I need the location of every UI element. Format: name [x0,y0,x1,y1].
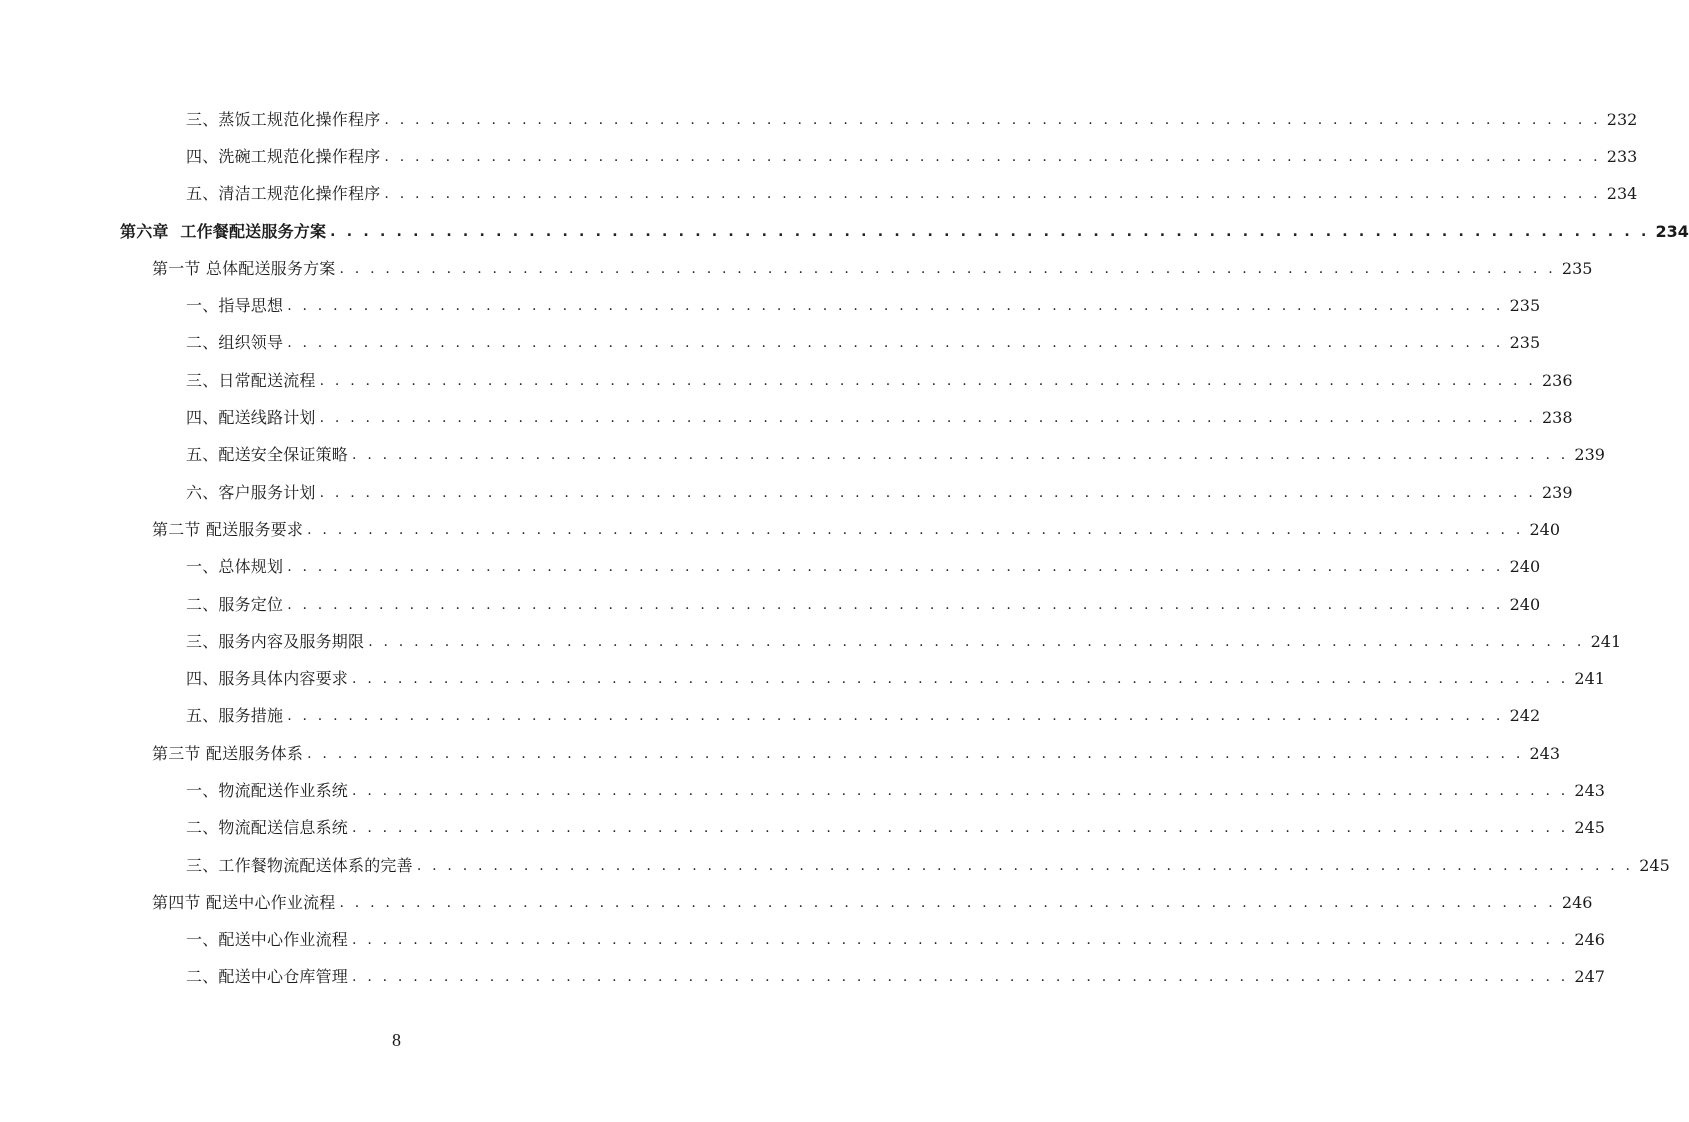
toc-entry-page: 239 [1542,482,1573,502]
toc-entry-page: 241 [1574,669,1605,689]
dot-leader: . . . . . . . . . . . . . . . . . . . . . . . . . . . . . . . . . . . . . . . . . . . . . . . . . . . . . . . . . . . . . . . . . . . . . . . . . . . . . . . . [352,782,1569,799]
toc-entry-item[interactable] [0,437,1605,474]
toc-entry-page: 241 [1590,631,1622,651]
dot-leader: . . . . . . . . . . . . . . . . . . . . . . . . . . . . . . . . . . . . . . . . . . . . . . . . . . . . . . . . . . . . . . . . . . . . . . . . . . . . . . . . [319,484,1536,501]
toc-entry-title: 二、配送中心仓库管理 [186,967,349,987]
toc-entry-page: 246 [1561,892,1593,912]
toc-entry-page: 245 [1639,855,1670,875]
toc-entry-title: 三、服务内容及服务期限 [186,631,365,651]
toc-entry-title: 四、洗碗工规范化操作程序 [186,146,381,166]
dot-leader: . . . . . . . . . . . . . . . . . . . . . . . . . . . . . . . . . . . . . . . . . . . . . . . . . . . . . . . . . . . . . . . . . . . . . . . . . . . . . . . . [307,745,1524,762]
toc-entry-title: 第二节 配送服务要求 [152,519,304,539]
dot-leader: . . . . . . . . . . . . . . . . . . . . . . . . . . . . . . . . . . . . . . . . . . . . . . . . . . . . . . . . . . . . . . . . . . . . . . . . . . . . . . . . [352,671,1569,688]
toc-entry-title: 第三节 配送服务体系 [152,743,304,763]
toc-entry-item[interactable] [0,325,1541,362]
toc-entry-item[interactable] [0,362,1573,399]
toc-entry-page: 246 [1574,930,1605,950]
toc-entry-page: 235 [1561,258,1593,278]
dot-leader: . . . . . . . . . . . . . . . . . . . . . . . . . . . . . . . . . . . . . . . . . . . . . . . . . . . . . . . . . . . . . . . . . . . . . . . . . . . . . . . . [352,820,1569,837]
dot-leader: . . . . . . . . . . . . . . . . . . . . . . . . . . . . . . . . . . . . . . . . . . . . . . . . . . . . . . . . . . . . . . . . . . . . . . . . . . . . . . . . [384,186,1601,203]
toc-entry-title: 三、工作餐物流配送体系的完善 [186,855,413,875]
toc-entry-page: 238 [1542,408,1573,428]
dot-leader: . . . . . . . . . . . . . . . . . . . . . . . . . . . . . . . . . . . . . . . . . . . . . . . . . . . . . . . . . . . . . . . . . . . . . . . . . . . . . . . . [287,298,1504,315]
page-number: 8 [392,1030,401,1050]
dot-leader: . . . . . . . . . . . . . . . . . . . . . . . . . . . . . . . . . . . . . . . . . . . . . . . . . . . . . . . . . . . . . . . . . . . . . . . . . . . . . . . . [339,260,1556,277]
toc-entry-page: 233 [1606,146,1638,166]
toc-entry-title: 第四节 配送中心作业流程 [152,892,336,912]
dot-leader: . . . . . . . . . . . . . . . . . . . . . . . . . . . . . . . . . . . . . . . . . . . . . . . . . . . . . . . . . . . . . . . . . . . . . . . . . . . . . . . . [287,335,1504,352]
toc-entry-page: 232 [1606,109,1638,129]
toc-entry-title: 一、总体规划 [186,557,284,577]
toc-entry-title: 四、服务具体内容要求 [186,669,349,689]
toc-entry-item[interactable] [0,810,1605,847]
dot-leader: . . . . . . . . . . . . . . . . . . . . . . . . . . . . . . . . . . . . . . . . . . . . . . . . . . . . . . . . . . . . . . . . . . . . . . . . . . . . . . . . [384,148,1601,165]
toc-entry-page: 239 [1574,445,1605,465]
table-of-contents [0,101,1689,996]
toc-entry-page: 243 [1529,743,1561,763]
toc-entry-title: 三、日常配送流程 [186,370,316,390]
toc-entry-title: 二、物流配送信息系统 [186,818,349,838]
dot-leader: . . . . . . . . . . . . . . . . . . . . . . . . . . . . . . . . . . . . . . . . . . . . . . . . . . . . . . . . . . . . . . . . . . . . . . . . . . . . . . . . [352,447,1569,464]
toc-entry-item[interactable] [0,922,1605,959]
dot-leader: . . . . . . . . . . . . . . . . . . . . . . . . . . . . . . . . . . . . . . . . . . . . . . . . . . . . . . . . . . . . . . . . . . . . . . . . . . . . . . . . [416,857,1634,874]
toc-entry-title: 一、指导思想 [186,296,284,316]
toc-entry-title: 第六章 工作餐配送服务方案 [120,221,327,241]
toc-entry-title: 二、组织领导 [186,333,284,353]
toc-entry-title: 三、蒸饭工规范化操作程序 [186,109,381,129]
toc-entry-page: 236 [1542,370,1573,390]
toc-entry-item[interactable] [0,586,1541,623]
toc-entry-section[interactable] [0,735,1561,772]
toc-entry-item[interactable] [0,101,1638,138]
dot-leader: . . . . . . . . . . . . . . . . . . . . . . . . . . . . . . . . . . . . . . . . . . . . . . . . . . . . . . . . . . . . . . . . . . . . . . . . . . . . . . . . [319,410,1536,427]
toc-entry-page: 240 [1529,519,1561,539]
dot-leader: . . . . . . . . . . . . . . . . . . . . . . . . . . . . . . . . . . . . . . . . . . . . . . . . . . . . . . . . . . . . . . . . . . . . . . . . . . . . . . . . [319,372,1536,389]
toc-entry-page: 242 [1509,706,1541,726]
toc-entry-title: 五、配送安全保证策略 [186,445,349,465]
toc-entry-page: 235 [1509,333,1541,353]
toc-entry-item[interactable] [0,698,1541,735]
toc-entry-page: 234 [1655,221,1689,241]
toc-entry-item[interactable] [0,399,1573,436]
toc-entry-item[interactable] [0,660,1605,697]
dot-leader: . . . . . . . . . . . . . . . . . . . . . . . . . . . . . . . . . . . . . . . . . . . . . . . . . . . . . . . . . . . . . . . . . . . . . . . . . . . . . . . . [384,111,1601,128]
toc-entry-title: 五、清洁工规范化操作程序 [186,184,381,204]
toc-entry-title: 二、服务定位 [186,594,284,614]
toc-entry-item[interactable] [0,623,1622,660]
toc-entry-item[interactable] [0,474,1573,511]
dot-leader: . . . . . . . . . . . . . . . . . . . . . . . . . . . . . . . . . . . . . . . . . . . . . . . . . . . . . . . . . . . . . . . . . . . . . . . . . . . . . . . . [352,932,1569,949]
toc-entry-item[interactable] [0,549,1541,586]
toc-entry-page: 234 [1606,184,1638,204]
toc-entry-title: 六、客户服务计划 [186,482,316,502]
toc-entry-title: 一、配送中心作业流程 [186,930,349,950]
toc-entry-page: 235 [1509,296,1541,316]
toc-entry-page: 245 [1574,818,1605,838]
toc-entry-item[interactable] [0,287,1541,324]
toc-entry-page: 240 [1509,594,1541,614]
toc-entry-section[interactable] [0,884,1593,921]
dot-leader: . . . . . . . . . . . . . . . . . . . . . . . . . . . . . . . . . . . . . . . . . . . . . . . . . . . . . . . . . . . . . . . . . . . . . . . . . . . . . . . . [368,633,1585,650]
toc-entry-title: 一、物流配送作业系统 [186,780,349,800]
dot-leader: . . . . . . . . . . . . . . . . . . . . . . . . . . . . . . . . . . . . . . . . . . . . . . . . . . . . . . . . . . . . . . . . . . . . . . . . . . . . . . . . [352,969,1569,986]
dot-leader: . . . . . . . . . . . . . . . . . . . . . . . . . . . . . . . . . . . . . . . . . . . . . . . . . . . . . . . . . . . . . . . . . . . . . . . . . . . . . . . . [287,708,1504,725]
toc-entry-page: 240 [1509,557,1541,577]
toc-entry-section[interactable] [0,250,1593,287]
toc-entry-chapter[interactable] [0,213,1689,250]
toc-entry-item[interactable] [0,959,1605,996]
toc-entry-item[interactable] [0,176,1638,213]
dot-leader: . . . . . . . . . . . . . . . . . . . . . . . . . . . . . . . . . . . . . . . . . . . . . . . . . . . . . . . . . . . . . . . . . . . . . . . . . . . . . . . . [339,894,1556,911]
toc-entry-title: 五、服务措施 [186,706,284,726]
dot-leader: . . . . . . . . . . . . . . . . . . . . . . . . . . . . . . . . . . . . . . . . . . . . . . . . . . . . . . . . . . . . . . . . . . . . . . . . . . . . . . . . [287,559,1504,576]
toc-entry-page: 243 [1574,780,1605,800]
toc-entry-page: 247 [1574,967,1605,987]
dot-leader: . . . . . . . . . . . . . . . . . . . . . . . . . . . . . . . . . . . . . . . . . . . . . . . . . . . . . . . . . . . . . . . . . . . . . . . . . . . . . . . . [330,223,1650,240]
toc-entry-item[interactable] [0,772,1605,809]
dot-leader: . . . . . . . . . . . . . . . . . . . . . . . . . . . . . . . . . . . . . . . . . . . . . . . . . . . . . . . . . . . . . . . . . . . . . . . . . . . . . . . . [307,521,1524,538]
toc-entry-section[interactable] [0,511,1561,548]
dot-leader: . . . . . . . . . . . . . . . . . . . . . . . . . . . . . . . . . . . . . . . . . . . . . . . . . . . . . . . . . . . . . . . . . . . . . . . . . . . . . . . . [287,596,1504,613]
toc-entry-item[interactable] [0,847,1670,884]
toc-entry-title: 第一节 总体配送服务方案 [152,258,336,278]
toc-entry-title: 四、配送线路计划 [186,408,316,428]
toc-entry-item[interactable] [0,138,1638,175]
